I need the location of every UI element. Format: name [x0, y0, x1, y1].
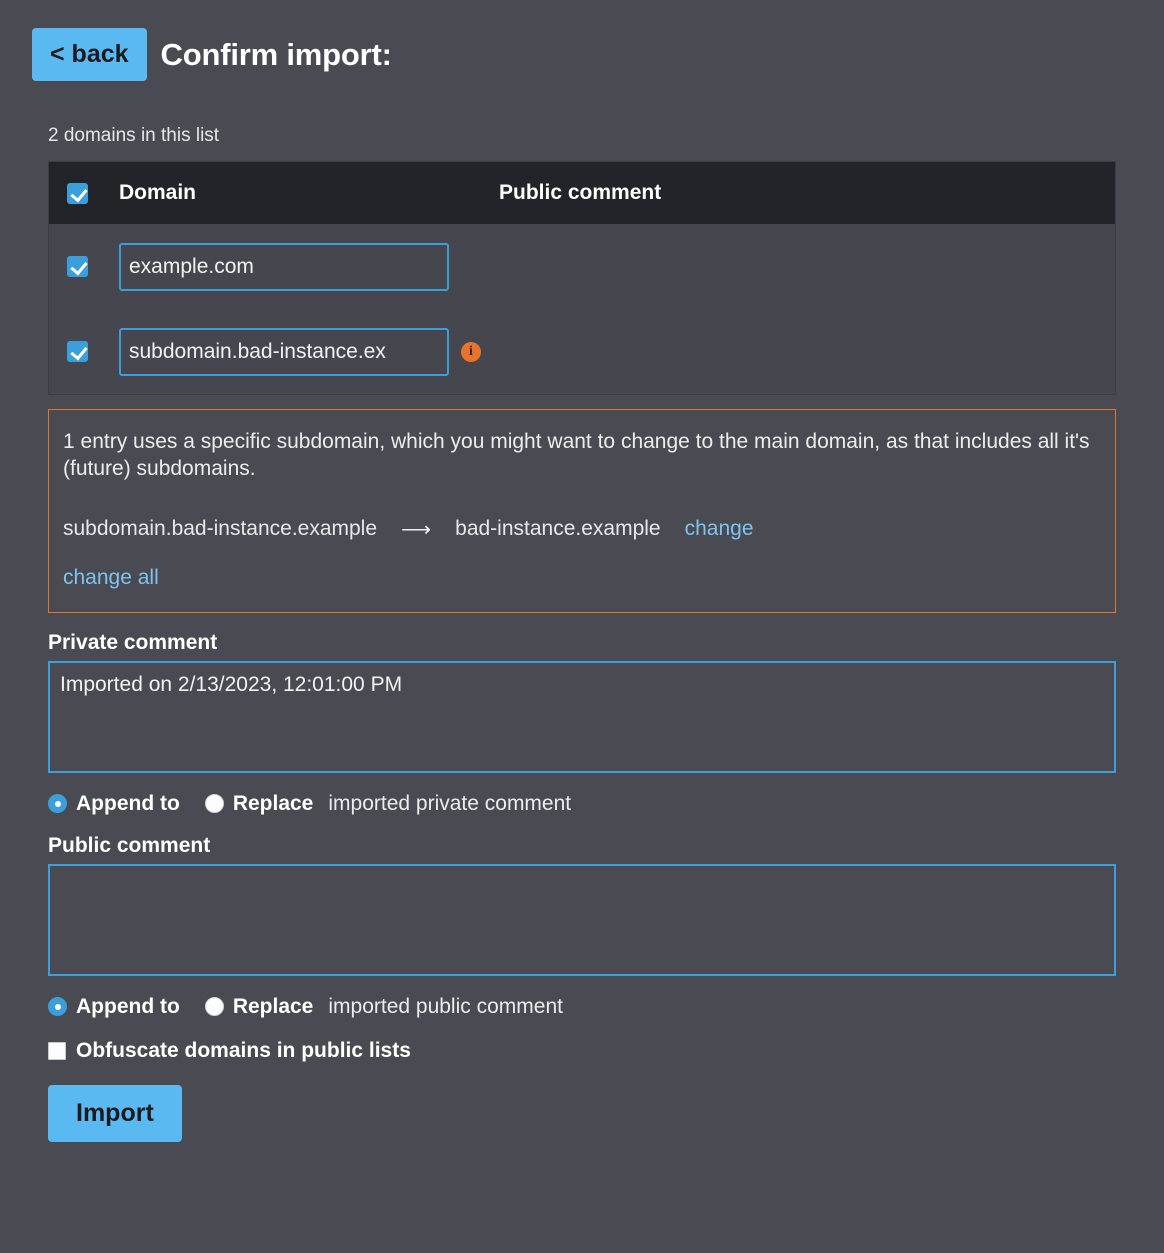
column-header-domain: Domain [119, 181, 197, 204]
public-append-radio[interactable] [48, 997, 67, 1016]
info-icon[interactable]: i [461, 342, 481, 362]
private-comment-field [48, 631, 1116, 778]
private-append-radio[interactable] [48, 794, 67, 813]
obfuscate-label: Obfuscate domains in public lists [76, 1038, 411, 1062]
change-link[interactable]: change [684, 517, 754, 541]
page-header [32, 28, 1132, 81]
warning-to-domain: bad-instance.example [455, 517, 661, 541]
row-domain-cell [119, 243, 499, 291]
private-replace-radio[interactable] [205, 794, 224, 813]
domains-table [48, 161, 1116, 395]
row-domain-cell [119, 328, 499, 376]
private-comment-mode-row [48, 792, 1116, 816]
domain-count-text: 2 domains in this list [48, 125, 220, 146]
select-all-checkbox[interactable] [67, 183, 88, 204]
subdomain-warning-panel [48, 409, 1116, 613]
public-comment-field [48, 834, 1116, 981]
domain-input[interactable] [119, 243, 449, 291]
private-mode-suffix: imported private comment [328, 791, 572, 815]
warning-from-domain: subdomain.bad-instance.example [63, 517, 378, 541]
public-replace-radio[interactable] [205, 997, 224, 1016]
column-header-public-comment: Public comment [499, 181, 662, 204]
arrow-right-icon: ⟶ [401, 517, 432, 541]
public-comment-label: Public comment [48, 833, 211, 857]
table-header-row [49, 162, 1115, 224]
public-replace-label: Replace [232, 994, 314, 1018]
obfuscate-row [48, 1039, 1116, 1063]
row-checkbox[interactable] [67, 341, 88, 362]
subdomain-change-row [63, 517, 1101, 542]
select-all-cell [67, 183, 119, 204]
public-append-label: Append to [76, 994, 180, 1018]
domain-input[interactable] [119, 328, 449, 376]
private-replace-label: Replace [232, 791, 314, 815]
public-comment-textarea[interactable] [48, 864, 1116, 976]
change-all-link[interactable]: change all [63, 565, 159, 589]
public-mode-suffix: imported public comment [328, 994, 563, 1018]
import-button[interactable]: Import [48, 1085, 182, 1142]
table-row [49, 309, 1115, 394]
obfuscate-checkbox[interactable] [48, 1042, 66, 1060]
page-title: Confirm import: [160, 36, 392, 72]
row-select-cell [67, 341, 119, 362]
private-append-label: Append to [76, 791, 180, 815]
table-row [49, 224, 1115, 309]
subdomain-warning-text: 1 entry uses a specific subdomain, which you might want to change to the main domain, as that includes all it's (future) subdomains. [63, 430, 1090, 481]
private-comment-label: Private comment [48, 630, 218, 654]
row-checkbox[interactable] [67, 256, 88, 277]
public-comment-mode-row [48, 995, 1116, 1019]
private-comment-textarea[interactable] [48, 661, 1116, 773]
row-select-cell [67, 256, 119, 277]
back-button[interactable]: < back [32, 28, 147, 81]
